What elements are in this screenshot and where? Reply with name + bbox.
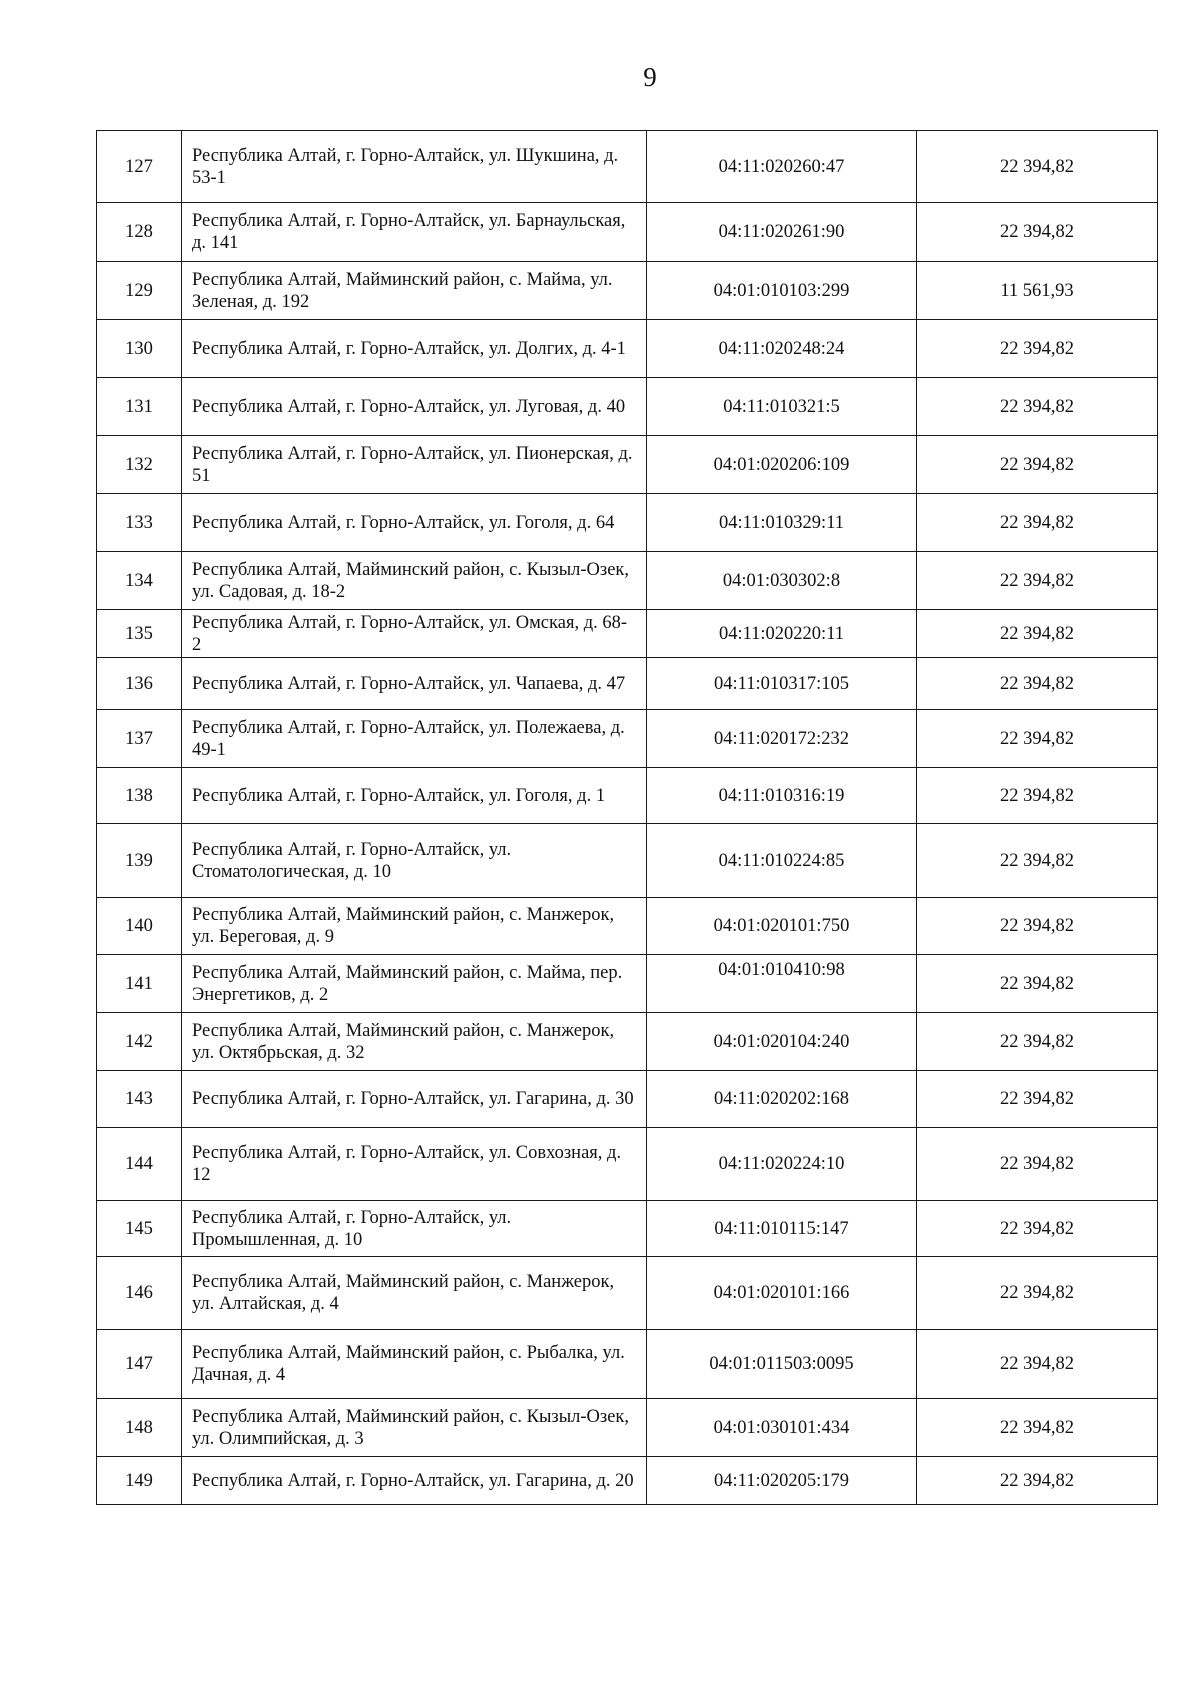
cadastral-number-cell: 04:11:020220:11 [647,610,917,658]
value-cell: 22 394,82 [917,203,1158,262]
row-number-cell: 138 [97,768,182,824]
value-cell: 22 394,82 [917,955,1158,1013]
address-cell: Республика Алтай, г. Горно-Алтайск, ул. Промышленная, д. 10 [182,1201,647,1257]
table-row [97,710,1158,768]
value-cell: 22 394,82 [917,494,1158,552]
cadastral-number-cell: 04:11:010316:19 [647,768,917,824]
row-number-cell: 148 [97,1399,182,1457]
value-cell: 22 394,82 [917,320,1158,378]
value-cell: 22 394,82 [917,768,1158,824]
table-row [97,262,1158,320]
cadastral-number-cell: 04:01:020101:166 [647,1257,917,1330]
cadastral-number-cell: 04:01:010103:299 [647,262,917,320]
address-cell: Республика Алтай, г. Горно-Алтайск, ул. Барнаульская, д. 141 [182,203,647,262]
row-number-cell: 134 [97,552,182,610]
address-cell: Республика Алтай, г. Горно-Алтайск, ул. Долгих, д. 4-1 [182,320,647,378]
cadastral-number-cell: 04:11:020248:24 [647,320,917,378]
row-number-cell: 142 [97,1013,182,1071]
value-cell: 11 561,93 [917,262,1158,320]
cadastral-number-cell: 04:01:011503:0095 [647,1330,917,1399]
cadastral-number-cell: 04:01:030101:434 [647,1399,917,1457]
cadastral-number-cell: 04:11:020205:179 [647,1457,917,1505]
address-cell: Республика Алтай, г. Горно-Алтайск, ул. Омская, д. 68-2 [182,610,647,658]
table-row [97,1457,1158,1505]
address-cell: Республика Алтай, Майминский район, с. Манжерок, ул. Октябрьская, д. 32 [182,1013,647,1071]
value-cell: 22 394,82 [917,1330,1158,1399]
row-number-cell: 139 [97,824,182,898]
table-row [97,1071,1158,1128]
row-number-cell: 147 [97,1330,182,1399]
address-cell: Республика Алтай, Майминский район, с. Манжерок, ул. Алтайская, д. 4 [182,1257,647,1330]
address-cell: Республика Алтай, Майминский район, с. Манжерок, ул. Береговая, д. 9 [182,898,647,955]
value-cell: 22 394,82 [917,131,1158,203]
row-number-cell: 131 [97,378,182,436]
table-row [97,1257,1158,1330]
address-cell: Республика Алтай, г. Горно-Алтайск, ул. Гоголя, д. 64 [182,494,647,552]
table-row [97,436,1158,494]
row-number-cell: 140 [97,898,182,955]
cadastral-number-cell: 04:11:020202:168 [647,1071,917,1128]
row-number-cell: 136 [97,658,182,710]
table-row [97,131,1158,203]
table-row [97,1013,1158,1071]
row-number-cell: 137 [97,710,182,768]
table-row [97,955,1158,1013]
value-cell: 22 394,82 [917,1257,1158,1330]
row-number-cell: 130 [97,320,182,378]
value-cell: 22 394,82 [917,1457,1158,1505]
cadastral-number-cell: 04:11:020260:47 [647,131,917,203]
row-number-cell: 135 [97,610,182,658]
row-number-cell: 128 [97,203,182,262]
cadastral-number-cell: 04:11:010317:105 [647,658,917,710]
table-row [97,824,1158,898]
address-cell: Республика Алтай, г. Горно-Алтайск, ул. Шукшина, д. 53-1 [182,131,647,203]
value-cell: 22 394,82 [917,1013,1158,1071]
table-row [97,1128,1158,1201]
value-cell: 22 394,82 [917,1399,1158,1457]
table-row [97,610,1158,658]
address-cell: Республика Алтай, Майминский район, с. Кызыл-Озек, ул. Садовая, д. 18-2 [182,552,647,610]
table-row [97,203,1158,262]
address-cell: Республика Алтай, Майминский район, с. Майма, ул. Зеленая, д. 192 [182,262,647,320]
cadastral-number-cell: 04:11:010329:11 [647,494,917,552]
value-cell: 22 394,82 [917,824,1158,898]
table-row [97,320,1158,378]
address-cell: Республика Алтай, г. Горно-Алтайск, ул. Гагарина, д. 30 [182,1071,647,1128]
row-number-cell: 127 [97,131,182,203]
cadastral-number-cell: 04:11:020224:10 [647,1128,917,1201]
row-number-cell: 132 [97,436,182,494]
value-cell: 22 394,82 [917,436,1158,494]
row-number-cell: 144 [97,1128,182,1201]
cadastral-number-cell: 04:11:010224:85 [647,824,917,898]
row-number-cell: 133 [97,494,182,552]
address-cell: Республика Алтай, г. Горно-Алтайск, ул. Пионерская, д. 51 [182,436,647,494]
cadastral-number-cell: 04:01:020101:750 [647,898,917,955]
cadastral-number-cell: 04:11:010115:147 [647,1201,917,1257]
row-number-cell: 149 [97,1457,182,1505]
cadastral-number-cell: 04:01:010410:98 [647,955,917,1013]
row-number-cell: 145 [97,1201,182,1257]
value-cell: 22 394,82 [917,658,1158,710]
table-row [97,494,1158,552]
value-cell: 22 394,82 [917,378,1158,436]
cadastral-number-cell: 04:01:030302:8 [647,552,917,610]
cadastral-number-cell: 04:01:020104:240 [647,1013,917,1071]
row-number-cell: 141 [97,955,182,1013]
address-cell: Республика Алтай, г. Горно-Алтайск, ул. Гоголя, д. 1 [182,768,647,824]
value-cell: 22 394,82 [917,1128,1158,1201]
value-cell: 22 394,82 [917,1201,1158,1257]
row-number-cell: 143 [97,1071,182,1128]
table-row [97,1330,1158,1399]
property-table [96,130,1158,1505]
page-number: 9 [643,62,657,92]
value-cell: 22 394,82 [917,710,1158,768]
address-cell: Республика Алтай, г. Горно-Алтайск, ул. Полежаева, д. 49-1 [182,710,647,768]
row-number-cell: 129 [97,262,182,320]
value-cell: 22 394,82 [917,610,1158,658]
address-cell: Республика Алтай, Майминский район, с. Рыбалка, ул. Дачная, д. 4 [182,1330,647,1399]
table-row [97,898,1158,955]
address-cell: Республика Алтай, г. Горно-Алтайск, ул. Стоматологическая, д. 10 [182,824,647,898]
table-row [97,768,1158,824]
table-row [97,1399,1158,1457]
value-cell: 22 394,82 [917,1071,1158,1128]
cadastral-number-cell: 04:11:020172:232 [647,710,917,768]
table-row [97,378,1158,436]
address-cell: Республика Алтай, г. Горно-Алтайск, ул. Совхозная, д. 12 [182,1128,647,1201]
value-cell: 22 394,82 [917,898,1158,955]
table-row [97,658,1158,710]
address-cell: Республика Алтай, г. Горно-Алтайск, ул. Чапаева, д. 47 [182,658,647,710]
address-cell: Республика Алтай, г. Горно-Алтайск, ул. Луговая, д. 40 [182,378,647,436]
cadastral-number-cell: 04:11:020261:90 [647,203,917,262]
table-row [97,1201,1158,1257]
address-cell: Республика Алтай, Майминский район, с. Кызыл-Озек, ул. Олимпийская, д. 3 [182,1399,647,1457]
row-number-cell: 146 [97,1257,182,1330]
address-cell: Республика Алтай, г. Горно-Алтайск, ул. Гагарина, д. 20 [182,1457,647,1505]
cadastral-number-cell: 04:01:020206:109 [647,436,917,494]
table-row [97,552,1158,610]
value-cell: 22 394,82 [917,552,1158,610]
address-cell: Республика Алтай, Майминский район, с. Майма, пер. Энергетиков, д. 2 [182,955,647,1013]
cadastral-number-cell: 04:11:010321:5 [647,378,917,436]
